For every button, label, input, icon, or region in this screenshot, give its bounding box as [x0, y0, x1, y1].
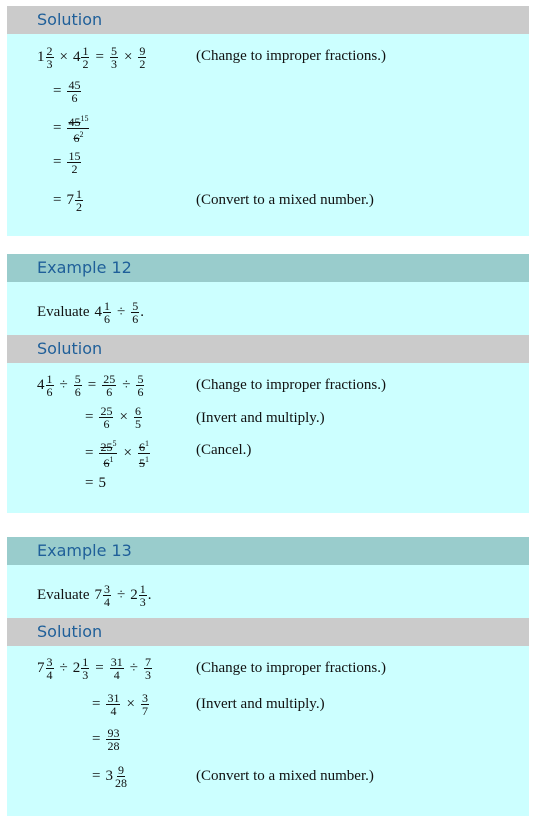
fraction: $\frac{2}{3}$: [46, 44, 53, 71]
s2-line3: = $\frac{25^5}{6^1}$ × $\frac{6^1}{5^1}$: [85, 439, 149, 470]
note-invert: (Invert and multiply.): [196, 410, 325, 426]
solution-header: Solution: [7, 618, 529, 646]
s3-line1: 7 $\frac{3}{4}$ ÷ 2 $\frac{1}{3}$ = $\frac{31}{4}$ ÷ $\frac{7}{3}$: [37, 655, 151, 682]
s2-line2: = $\frac{25}{6}$ × $\frac{6}{5}$: [85, 404, 141, 431]
solution-header: Solution: [7, 335, 529, 363]
s1-line4: = $\frac{15}{2}$: [53, 149, 81, 176]
example-13-header: Example 13: [7, 537, 529, 565]
note-improper: (Change to improper fractions.): [196, 660, 386, 676]
s1-line3: = $\frac{45^{15}}{6^2}$: [53, 114, 89, 145]
s2-line1: 4 $\frac{1}{6}$ ÷ $\frac{5}{6}$ = $\frac{25}{6}$ ÷ $\frac{5}{6}$: [37, 372, 144, 399]
s3-line4: = 3 $\frac{9}{28}$: [92, 763, 127, 790]
s1-line1: 1 $\frac{2}{3}$ × 4 $\frac{1}{2}$ = $\frac{5}{3}$ × $\frac{9}{2}$: [37, 44, 146, 71]
example-12-header: Example 12: [7, 254, 529, 282]
s3-line3: = $\frac{93}{28}$: [92, 726, 120, 753]
ex12-statement: Evaluate 4 $\frac{1}{6}$ ÷ $\frac{5}{6}$ .: [37, 299, 144, 326]
solution-header: Solution: [7, 6, 529, 34]
note-improper: (Change to improper fractions.): [196, 48, 386, 64]
note-mixed: (Convert to a mixed number.): [196, 192, 374, 208]
s1-line5: = 7 $\frac{1}{2}$: [53, 187, 82, 214]
ex13-statement: Evaluate 7 $\frac{3}{4}$ ÷ 2 $\frac{1}{3}$ .: [37, 582, 152, 609]
note-cancel: (Cancel.): [196, 442, 252, 458]
note-improper: (Change to improper fractions.): [196, 377, 386, 393]
note-mixed: (Convert to a mixed number.): [196, 768, 374, 784]
note-invert: (Invert and multiply.): [196, 696, 325, 712]
s1-line2: = $\frac{45}{6}$: [53, 78, 81, 105]
s2-line4: = 5: [85, 475, 106, 491]
s3-line2: = $\frac{31}{4}$ × $\frac{3}{7}$: [92, 691, 148, 718]
